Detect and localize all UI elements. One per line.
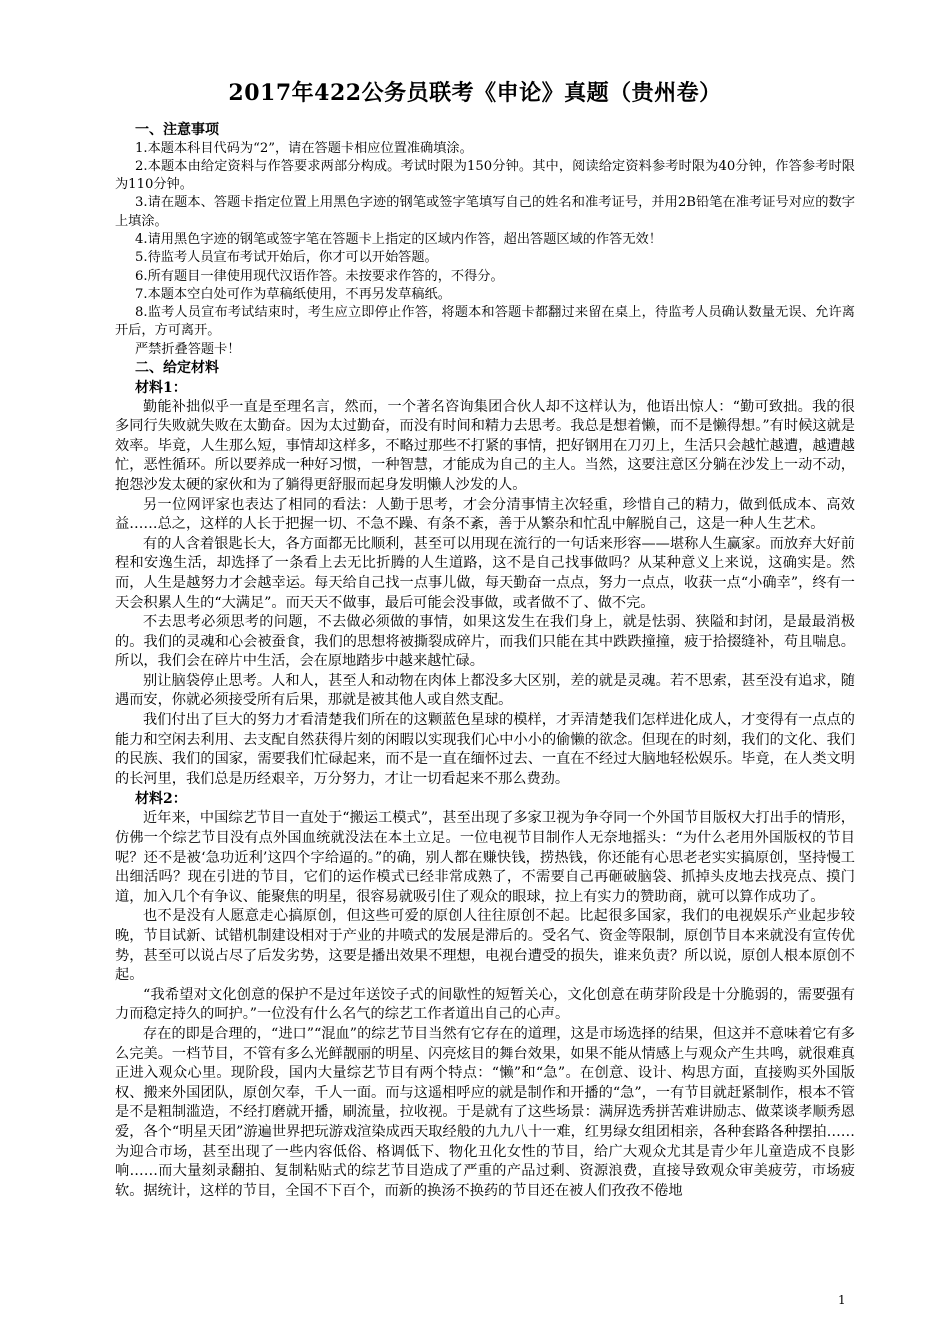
material1-paragraph: 不去思考必须思考的问题，不去做必须做的事情，如果这发生在我们身上，就是怯弱、狭隘和封闭，是最最消极的。我们的灵魂和心会被蚕食，我们的思想将被撕裂成碎片，而我们只能在其中跌跌撞撞，疲于拾掇缝补，苟且喘息。所以，我们会在碎片中生活，会在原地踏步中越来越忙碌。 — [115, 614, 855, 670]
material1-paragraph: 别让脑袋停止思考。人和人，甚至人和动物在肉体上都没多大区别，差的就是灵魂。若不思索，甚至没有追求，随遇而安，你就必须接受所有后果，那就是被其他人或自然支配。 — [115, 672, 855, 709]
page-number: 1 — [838, 1293, 846, 1307]
material2-paragraph: “我希望对文化创意的保护不是过年送饺子式的间歇性的短暂关心，文化创意在萌芽阶段是十分脆弱的，需要强有力而稳定持久的呵护。”一位没有什么名气的综艺工作者道出自己的心声。 — [115, 986, 855, 1023]
notes-heading: 一、注意事项 — [135, 122, 219, 138]
document-title: 2017年422公务员联考《申论》真题（贵州卷） — [228, 80, 722, 106]
material1-paragraph: 有的人含着银匙长大，各方面都无比顺利，甚至可以用现在流行的一句话来形容——堪称人生赢家。而放弃大好前程和安逸生活，却选择了一条看上去无比折腾的人生道路，这不是自己找事做吗？从某种意义上来说，这确实是。然而，人生是越努力才会越幸运。每天给自己找一点事儿做，每天勤奋一点点，努力一点点，收获一点“小确幸”，终有一天会积累人生的“大满足”。而天天不做事，最后可能会没事做，或者做不了、做不完。 — [115, 535, 855, 611]
document-body — [115, 121, 855, 1201]
material2-paragraph: 也不是没有人愿意走心搞原创，但这些可爱的原创人往往原创不起。比起很多国家，我们的电视娱乐产业起步较晚，节目试新、试错机制建设相对于产业的井喷式的发展是滞后的。受名气、资金等限制，原创节目本来就没有宣传优势，甚至可以说占尽了后发劣势，这要是播出效果不理想，电视台遭受的损失，谁来负责？所以说，原创人根本原创不起。 — [115, 908, 855, 984]
note-item: 2.本题本由给定资料与作答要求两部分构成。考试时限为150分钟。其中，阅读给定资料参考时限为40分钟，作答参考时限为110分钟。 — [115, 158, 855, 193]
note-item: 6.所有题目一律使用现代汉语作答。未按要求作答的，不得分。 — [135, 268, 504, 284]
note-item: 8.监考人员宣布考试结束时，考生应立即停止作答，将题本和答题卡都翻过来留在桌上，待监考人员确认数量无误、允许离开后，方可离开。 — [115, 305, 855, 339]
material1-paragraph: 我们付出了巨大的努力才看清楚我们所在的这颗蓝色星球的模样，才弄清楚我们怎样进化成人，才变得有一点点的能力和空闲去利用、去支配自然获得片刻的闲暇以实现我们心中小小的偷懒的欲念。但现在的时刻，我们的文化、我们的民族、我们的国家，需要我们忙碌起来，而不是一直在缅怀过去、一直在不经过大脑地轻松娱乐。毕竟，在人类文明的长河里，我们总是历经艰辛，万分努力，才让一切看起来不那么费劲。 — [115, 712, 855, 787]
note-item: 7.本题本空白处可作为草稿纸使用，不再另发草稿纸。 — [135, 286, 451, 302]
note-item: 5.待监考人员宣布考试开始后，你才可以开始答题。 — [135, 250, 438, 266]
note-item: 严禁折叠答题卡！ — [135, 341, 241, 357]
material2-paragraph: 近年来，中国综艺节目一直处于“搬运工模式”，甚至出现了多家卫视为争夺同一个外国节目版权大打出手的情形，仿佛一个综艺节目没有点外国血统就没法在本土立足。一位电视节目制作人无奈地摇头：“为什么老用外国版权的节目呢？还不是被‘急功近利’这四个字给逼的。”的确，别人都在赚快钱，捞热钱，你还能有心思老老实实搞原创，坚持慢工出细活吗？现在引进的节目，它们的运作模式已经非常成熟了，不需要自己再砸破脑袋、抓掉头皮地去找亮点、摸门道，加入几个有争议、能聚焦的明星，很容易就吸引住了观众的眼球，拉上有实力的赞助商，就可以算作成功了。 — [115, 810, 855, 905]
material2-paragraph: 存在的即是合理的，“进口”“混血”的综艺节目当然有它存在的道理，这是市场选择的结果，但这并不意味着它有多么完美。一档节目，不管有多么光鲜靓丽的明星、闪亮炫目的舞台效果，如果不能从情感上与观众产生共鸣，就很难真正进入观众心里。现阶段，国内大量综艺节目有两个特点：“懒”和“急”。在创意、设计、构思方面，直接购买外国版权、搬来外国团队，原创欠奉，千人一面。而与这遥相呼应的就是制作和开播的“急”，一有节目就赶紧制作，根本不管是不是粗制滥造，不经打磨就开播，刷流量，拉收视。于是就有了这些场景：满屏选秀拼苦难讲励志、做菜谈孝顺秀恩爱，各个“明星天团”游遍世界把玩游戏渲染成西天取经般的九九八十一难，红男绿女组团相亲，各种套路各种摆拍……为迎合市场，甚至出现了一些内容低俗、格调低下、物化丑化女性的节目，给广大观众尤其是青少年儿童造成不良影响……而大量刻录翻拍、复制粘贴式的综艺节目造成了严重的产品过剩、资源浪费，直接导致观众审美疲劳，市场疲软。据统计，这样的节目，全国不下百个，而新的换汤不换药的节目还在被人们孜孜不倦地 — [115, 1025, 855, 1199]
note-item: 1.本题本科目代码为“2”，请在答题卡相应位置准确填涂。 — [135, 140, 473, 156]
note-item: 4.请用黑色字迹的钢笔或签字笔在答题卡上指定的区域内作答，超出答题区域的作答无效！ — [135, 231, 662, 247]
note-item: 3.请在题本、答题卡指定位置上用黑色字迹的钢笔或签字笔填写自己的姓名和准考证号，并用2B铅笔在准考证号对应的数字上填涂。 — [115, 195, 855, 229]
material1-paragraph: 勤能补拙似乎一直是至理名言，然而，一个著名咨询集团合伙人却不这样认为，他语出惊人：“勤可致拙。我的很多同行失败就失败在太勤奋。因为太过勤奋，而没有时间和精力去思考。我总是想着懒，而不是懒得想。”有时候这就是效率。毕竟，人生那么短，事情却这样多，不略过那些不打紧的事情，把好钢用在刀刃上，生活只会越忙越遭，越遭越忙，恶性循环。所以要养成一种好习惯，一种智慧，才能成为自己的主人。当然，这要注意区分躺在沙发上一动不动，抱怨沙发太硬的家伙和为了躺得更舒服而起身发明懒人沙发的人。 — [115, 398, 855, 493]
material1-paragraph: 另一位网评家也表达了相同的看法：人勤于思考，才会分清事情主次轻重，珍惜自己的精力，做到低成本、高效益……总之，这样的人长于把握一切、不急不躁、有条不紊，善于从繁杂和忙乱中解脱自己，这是一种人生艺术。 — [115, 496, 855, 533]
material1-label: 材料1： — [135, 379, 187, 396]
materials-heading: 二、给定材料 — [135, 360, 219, 377]
material2-label: 材料2： — [135, 791, 187, 808]
